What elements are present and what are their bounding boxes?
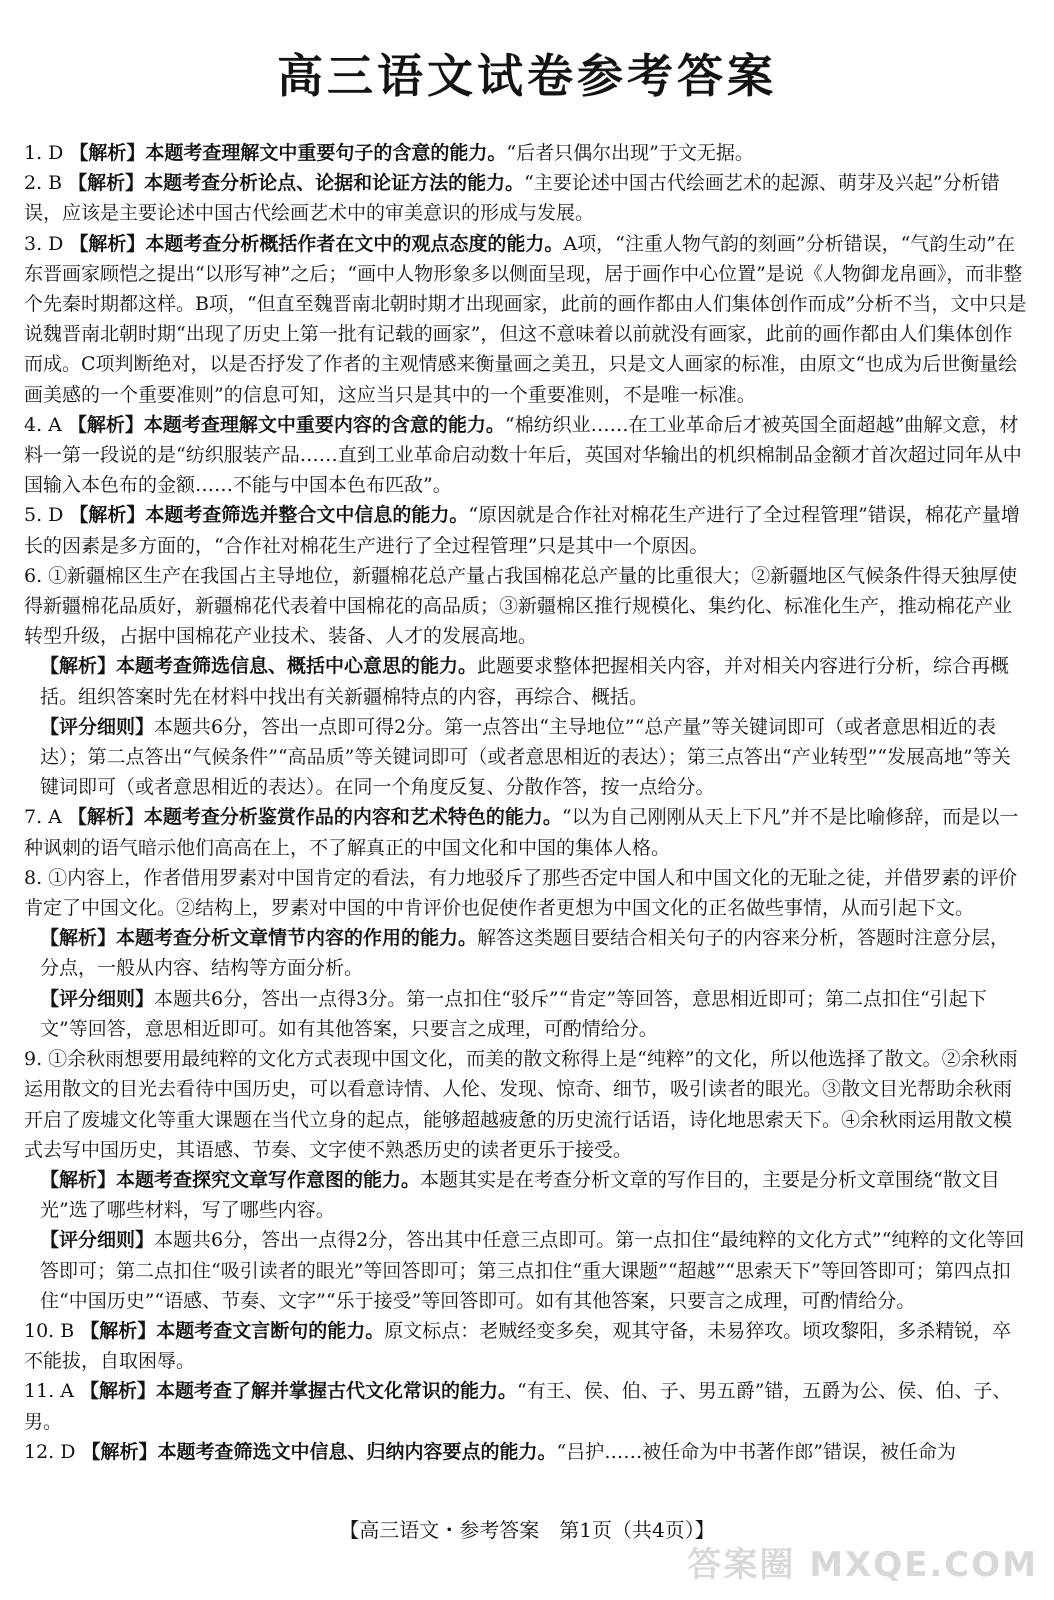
answer-number: 9.	[24, 1048, 43, 1071]
analysis-paragraph	[24, 1165, 1028, 1225]
analysis-label: 【解析】本题考查理解文中重要内容的含意的能力。	[67, 413, 505, 436]
analysis-label: 【解析】本题考查了解并掌握古代文化常识的能力。	[79, 1380, 517, 1403]
answer-item	[24, 168, 1028, 228]
answer-item	[24, 1316, 1028, 1376]
answer-item	[24, 863, 1028, 923]
answer-item	[24, 802, 1028, 862]
answer-text: “棉纺织业……在工业革命后才被英国全面超越”曲解文意，材料一第一段说的是“纺织服装产品……直到工业革命启动数十年后，英国对华输出的机织棉制品金额才首次超过同年从中国输入本色布的金额……不能与中国本色布匹敌”。	[24, 413, 1022, 497]
analysis-label: 【解析】本题考查筛选并整合文中信息的能力。	[69, 504, 469, 527]
answer-text: “原因就是合作社对棉花生产进行了全过程管理”错误，棉花产量增长的因素是多方面的，“合作社对棉花生产进行了全过程管理”只是其中一个原因。	[24, 504, 1020, 557]
scoring-paragraph	[24, 712, 1028, 803]
analysis-label: 【解析】本题考查分析鉴赏作品的内容和艺术特色的能力。	[67, 806, 562, 829]
analysis-label: 【解析】本题考查探究文章写作意图的能力。	[40, 1168, 421, 1191]
analysis-label: 【解析】本题考查筛选文中信息、归纳内容要点的能力。	[81, 1440, 557, 1463]
answer-item	[24, 1437, 1028, 1467]
answer-number: 8.	[24, 866, 43, 889]
answer-item	[24, 561, 1028, 652]
answer-number: 3. D	[24, 232, 64, 255]
answer-item	[24, 410, 1028, 501]
answer-item	[24, 500, 1028, 560]
analysis-label: 【解析】本题考查理解文中重要句子的含意的能力。	[69, 142, 507, 164]
answer-number: 7. A	[24, 806, 62, 829]
answer-number: 2. B	[24, 172, 63, 195]
analysis-text: 解答这类题目要结合相关句子的内容来分析，答题时注意分层，分点，一般从内容、结构等方面分析。	[40, 927, 1010, 980]
scoring-text: 本题共6分，答出一点得3分。第一点扣住“驳斥”“肯定”等回答，意思相近即可；第二点扣住“引起下文”等回答，意思相近即可。如有其他答案，只要言之成理，可酌情给分。	[40, 987, 987, 1040]
analysis-text: 此题要求整体把握相关内容，并对相关内容进行分析，综合再概括。组织答案时先在材料中找出有关新疆棉特点的内容，再综合、概括。	[40, 655, 1010, 708]
analysis-text: 本题其实是在考查分析文章的写作目的，主要是分析文章围绕“散文目光”选了哪些材料，写了哪些内容。	[40, 1168, 1000, 1222]
scoring-label: 【评分细则】	[40, 1229, 155, 1252]
answer-item	[24, 229, 1028, 410]
answer-number: 1. D	[24, 142, 64, 164]
answer-number: 12. D	[24, 1440, 76, 1463]
answer-text: “后者只偶尔出现”于文无据。	[506, 142, 754, 164]
answer-item	[24, 1044, 1028, 1165]
answer-number: 6.	[24, 564, 43, 587]
answer-list	[24, 138, 1028, 1467]
answer-number: 5. D	[24, 504, 64, 527]
scoring-label: 【评分细则】	[40, 987, 155, 1010]
answer-item	[24, 138, 1028, 168]
watermark-logo: 答案圈 MXQE.COM	[687, 1545, 1038, 1585]
scoring-text: 本题共6分，答出一点即可得2分。第一点答出“主导地位”“总产量”等关键词即可（或者意思相近的表达）；第二点答出“气候条件”“高品质”等关键词即可（或者意思相近的表达）；第三点答出“产业转型”“发展高地”等关键词即可（或者意思相近的表达）。在同一个角度反复、分散作答，按一点给分。	[40, 715, 1011, 799]
answer-number: 4. A	[24, 413, 62, 436]
answer-text: ①余秋雨想要用最纯粹的文化方式表现中国文化，而美的散文称得上是“纯粹”的文化，所以他选择了散文。②余秋雨运用散文的目光去看待中国历史，可以看意诗情、人伦、发现、惊奇、细节，吸引读者的眼光。③散文目光帮助余秋雨开启了废墟文化等重大课题在当代立身的起点，能够超越疲惫的历史流行话语，诗化地思索天下。④余秋雨运用散文模式去写中国历史，其语感、节奏、文字使不熟悉历史的读者更乐于接受。	[24, 1048, 1018, 1161]
analysis-label: 【解析】本题考查筛选信息、概括中心意思的能力。	[40, 655, 478, 678]
analysis-label: 【解析】本题考查文言断句的能力。	[80, 1319, 385, 1342]
answer-text: ①内容上，作者借用罗素对中国肯定的看法，有力地驳斥了那些否定中国人和中国文化的无耻之徒，并借罗素的评价肯定了中国文化。②结构上，罗素对中国的中肯评价也促使作者更想为中国文化的正名做些事情，从而引起下文。	[24, 866, 1018, 920]
page-title: 高三语文试卷参考答案	[277, 49, 777, 103]
scoring-label: 【评分细则】	[40, 715, 155, 738]
scoring-paragraph	[24, 984, 1028, 1044]
analysis-label: 【解析】本题考查分析概括作者在文中的观点态度的能力。	[69, 232, 564, 255]
answer-text: “有王、侯、伯、子、男五爵”错，五爵为公、侯、伯、子、男。	[24, 1380, 1012, 1433]
analysis-label: 【解析】本题考查分析论点、论据和论证方法的能力。	[68, 172, 525, 195]
answer-number: 10. B	[24, 1319, 75, 1342]
answer-text: A项，“注重人物气韵的刻画”分析错误，“气韵生动”在东晋画家顾恺之提出“以形写神”之后；“画中人物形象多以侧面呈现，居于画作中心位置”是说《人物御龙帛画》，而非整个先秦时期都这样。B项，“但直至魏晋南北朝时期才出现画家，此前的画作都由人们集体创作而成”分析不当，文中只是说魏晋南北朝时期“出现了历史上第一批有记载的画家”，但这不意味着以前就没有画家，此前的画作都由人们集体创作而成。C项判断绝对，以是否抒发了作者的主观情感来衡量画之美丑，只是文人画家的标准，由原文“也成为后世衡量绘画美感的一个重要准则”的信息可知，这应当只是其中的一个重要准则，不是唯一标准。	[24, 232, 1027, 406]
answer-text: “吕护……被任命为中书著作郎”错误，被任命为	[556, 1440, 956, 1463]
analysis-paragraph	[24, 651, 1028, 711]
answer-item	[24, 1376, 1028, 1436]
answer-text: “以为自己刚刚从天上下凡”并不是比喻修辞，而是以一种讽刺的语气暗示他们高高在上，不了解真正的中国文化和中国的集体人格。	[24, 806, 1019, 859]
answer-text: ①新疆棉区生产在我国占主导地位，新疆棉花总产量占我国棉花总产量的比重很大；②新疆地区气候条件得天独厚使得新疆棉花品质好，新疆棉花代表着中国棉花的高品质；③新疆棉区推行规模化、集约化、标准化生产，推动棉花产业转型升级，占据中国棉花产业技术、装备、人才的发展高地。	[24, 564, 1018, 648]
analysis-label: 【解析】本题考查分析文章情节内容的作用的能力。	[40, 927, 478, 950]
answer-number: 11. A	[24, 1380, 74, 1403]
answer-text: 原文标点：老贼经变多矣，观其守备，未易猝攻。顷攻黎阳，多杀精锐，卒不能拔，自取困辱。	[24, 1319, 1012, 1373]
scoring-text: 本题共6分，答出一点得2分，答出其中任意三点即可。第一点扣住“最纯粹的文化方式”“纯粹的文化等回答即可；第二点扣住“吸引读者的眼光”等回答即可；第三点扣住“重大课题”“超越”“思索天下”等回答即可；第四点扣住“中国历史”“语感、节奏、文字”“乐于接受”等回答即可。如有其他答案，只要言之成理，可酌情给分。	[40, 1229, 1025, 1312]
answer-text: “主要论述中国古代绘画艺术的起源、萌芽及兴起”分析错误，应该是主要论述中国古代绘画艺术中的审美意识的形成与发展。	[24, 172, 1000, 225]
page-footer: 【高三语文・参考答案 第1页（共4页）】	[339, 1518, 715, 1542]
scoring-paragraph	[24, 1225, 1028, 1316]
analysis-paragraph	[24, 923, 1028, 983]
